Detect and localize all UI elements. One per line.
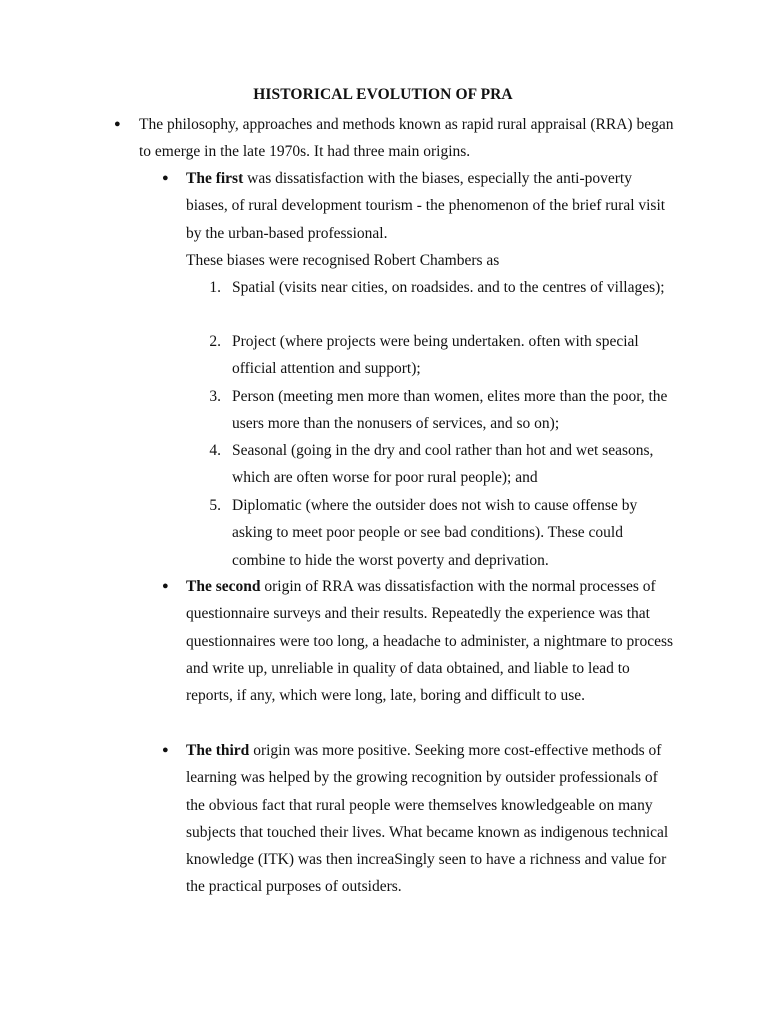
bias-4-number: 4. (209, 442, 221, 459)
bias-2-number: 2. (209, 333, 221, 350)
origin-1-lead: The first (186, 170, 244, 187)
origin-1-paragraph (186, 165, 675, 247)
bias-2-text: Project (where projects were being undertaken. often with special official attention and support); (232, 333, 639, 378)
biases-intro: These biases were recognised Robert Chambers as (186, 252, 500, 269)
origin-3-bullet: ● (162, 744, 169, 756)
origin-3-paragraph (186, 737, 675, 901)
bias-3-text: Person (meeting men more than women, elites more than the poor, the users more than the nonusers of services, and so on); (232, 388, 668, 433)
origin-2-bullet: ● (162, 580, 169, 592)
intro-paragraph: The philosophy, approaches and methods known as rapid rural appraisal (RRA) began to emerge in the late 1970s. It had three main origins. (139, 116, 674, 161)
bias-1-text: Spatial (visits near cities, on roadsides. and to the centres of villages); (232, 279, 665, 296)
intro-bullet: ● (114, 118, 121, 130)
origin-1-bullet: ● (162, 172, 169, 184)
origin-2-paragraph (186, 573, 675, 709)
origin-3-text: origin was more positive. Seeking more cost-effective methods of learning was helped by the growing recognition by outsider professionals of the obvious fact that rural people were themselves knowledgeable on many subjects that touched their lives. What became known as indigenous technical knowledge (ITK) was then increaSingly seen to have a richness and value for the practical purposes of outsiders. (186, 742, 669, 896)
bias-5-text: Diplomatic (where the outsider does not wish to cause offense by asking to meet poor people or see bad conditions). These could combine to hide the worst poverty and deprivation. (232, 497, 638, 569)
bias-3-number: 3. (209, 388, 221, 405)
document-title: HISTORICAL EVOLUTION OF PRA (253, 86, 513, 103)
origin-2-lead: The second (186, 578, 261, 595)
bias-5-number: 5. (209, 497, 221, 514)
origin-1-text: was dissatisfaction with the biases, especially the anti-poverty biases, of rural development tourism - the phenomenon of the brief rural visit by the urban-based professional. (186, 170, 666, 242)
origin-2-text: origin of RRA was dissatisfaction with the normal processes of questionnaire surveys and their results. Repeatedly the experience was that questionnaires were too long, a headache to administer, a nightmare to process and write up, unreliable in quality of data obtained, and liable to lead to reports, if any, which were long, late, boring and difficult to use. (186, 578, 674, 705)
origin-3-lead: The third (186, 742, 250, 759)
bias-4-text: Seasonal (going in the dry and cool rather than hot and wet seasons, which are often worse for poor rural people); and (232, 442, 654, 487)
bias-1-number: 1. (209, 279, 221, 296)
